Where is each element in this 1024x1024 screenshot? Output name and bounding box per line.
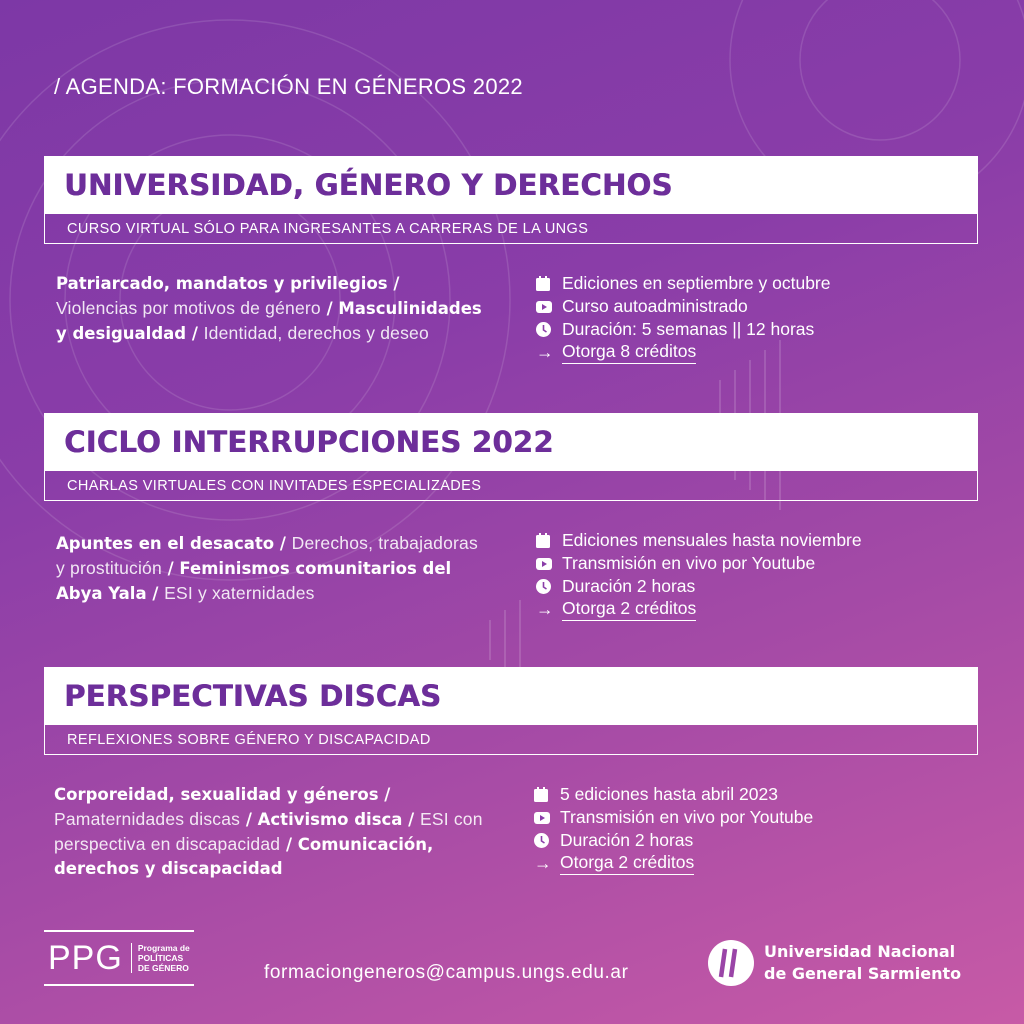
detail-text: 5 ediciones hasta abril 2023 — [560, 784, 778, 804]
topic-item: Derechos, trabajadoras y prostitución — [56, 533, 478, 578]
calendar-icon — [536, 533, 562, 548]
detail-text: Duración 2 horas — [560, 830, 694, 850]
section-title-box — [44, 156, 978, 214]
section-universidad — [44, 156, 978, 362]
detail-text: Ediciones en septiembre y octubre — [562, 273, 831, 293]
detail-row — [536, 575, 956, 598]
section-title-box — [44, 667, 978, 725]
ppg-subtitle-line: DE GÉNERO — [137, 963, 189, 973]
ppg-logo-box — [44, 930, 194, 986]
detail-text: Curso autoadministrado — [562, 296, 748, 316]
detail-text: Transmisión en vivo por Youtube — [562, 553, 816, 573]
clock-icon — [534, 833, 560, 848]
detail-text: Duración: 5 semanas || 12 horas — [562, 319, 815, 339]
arrow-right-icon: → — [536, 342, 554, 362]
detail-row — [534, 852, 954, 875]
youtube-icon — [534, 812, 560, 824]
topic-item: Violencias por motivos de género — [56, 298, 321, 318]
calendar-icon — [536, 276, 562, 291]
detail-row — [536, 272, 956, 295]
topic-item: ESI y xaternidades — [164, 583, 315, 603]
detail-text: Ediciones mensuales hasta noviembre — [562, 530, 862, 550]
detail-row — [536, 295, 956, 318]
section-title: CICLO INTERRUPCIONES 2022 — [64, 425, 554, 459]
detail-row — [534, 829, 954, 852]
contact-email[interactable]: formaciongeneros@campus.ungs.edu.ar — [264, 962, 629, 983]
details-list — [536, 272, 956, 364]
credits-link[interactable]: Otorga 8 créditos — [562, 341, 696, 364]
youtube-icon — [536, 558, 562, 570]
topic-item: Apuntes en el desacato — [56, 534, 275, 553]
topic-item: Feminismos comunitarios del Abya Yala — [56, 559, 452, 603]
topics-list: Corporeidad, sexualidad y géneros / Pamaternidades discas / Activismo disca / ESI con perspectiva en discapacidad / Comunicación, derechos y discapacidad — [54, 785, 483, 878]
topic-item: Masculinidades y desigualdad — [56, 299, 482, 343]
topic-item: ESI con perspectiva en discapacidad — [54, 809, 483, 854]
arrow-right-icon: → — [534, 853, 552, 873]
topic-item: Patriarcado, mandatos y privilegios — [56, 274, 388, 293]
section-subtitle: REFLEXIONES SOBRE GÉNERO Y DISCAPACIDAD — [44, 725, 978, 755]
topic-item: Comunicación, derechos y discapacidad — [54, 835, 434, 878]
ungs-emblem-icon — [708, 940, 754, 986]
topics-list: Apuntes en el desacato / Derechos, trabajadoras y prostitución / Feminismos comunitarios del Abya Yala / ESI y xaternidades — [56, 533, 478, 603]
topic-item: Pamaternidades discas — [54, 809, 241, 829]
ppg-subtitle-line: POLÍTICAS — [137, 953, 184, 963]
section-title: PERSPECTIVAS DISCAS — [64, 679, 442, 713]
ungs-logo — [708, 940, 961, 986]
clock-icon — [536, 322, 562, 337]
ppg-logo-text: PPG — [48, 938, 123, 977]
youtube-icon — [536, 301, 562, 313]
section-title-box — [44, 413, 978, 471]
topic-item: Activismo disca — [257, 810, 403, 829]
section-perspectivas — [44, 667, 978, 878]
credits-link[interactable]: Otorga 2 créditos — [560, 852, 694, 875]
detail-text: Duración 2 horas — [562, 576, 696, 596]
agenda-title: / AGENDA: FORMACIÓN EN GÉNEROS 2022 — [54, 74, 523, 99]
topics-list: Patriarcado, mandatos y privilegios / Violencias por motivos de género / Masculinidades y desigualdad / Identidad, derechos y deseo — [56, 274, 482, 343]
detail-row — [536, 552, 956, 575]
detail-row — [534, 806, 954, 829]
section-interrupciones — [44, 413, 978, 619]
ppg-subtitle-line: Programa de — [137, 943, 190, 953]
details-list — [534, 783, 954, 875]
detail-text: Transmisión en vivo por Youtube — [560, 807, 814, 827]
calendar-icon — [534, 787, 560, 802]
section-title: UNIVERSIDAD, GÉNERO Y DERECHOS — [64, 168, 673, 202]
arrow-right-icon: → — [536, 599, 554, 619]
section-subtitle: CURSO VIRTUAL SÓLO PARA INGRESANTES A CARRERAS DE LA UNGS — [44, 214, 978, 244]
ppg-logo — [44, 930, 194, 986]
details-list — [536, 529, 956, 621]
detail-row — [534, 783, 954, 806]
credits-link[interactable]: Otorga 2 créditos — [562, 598, 696, 621]
topic-item: Identidad, derechos y deseo — [203, 323, 429, 343]
university-name-line2: de General Sarmiento — [764, 964, 962, 983]
detail-row — [536, 341, 956, 364]
university-name-line1: Universidad Nacional — [764, 942, 956, 961]
section-subtitle: CHARLAS VIRTUALES CON INVITADES ESPECIALIZADES — [44, 471, 978, 501]
detail-row — [536, 598, 956, 621]
detail-row — [536, 529, 956, 552]
topic-item: Corporeidad, sexualidad y géneros — [54, 785, 379, 804]
detail-row — [536, 318, 956, 341]
university-name — [764, 941, 961, 985]
clock-icon — [536, 579, 562, 594]
ppg-subtitle — [131, 943, 190, 973]
